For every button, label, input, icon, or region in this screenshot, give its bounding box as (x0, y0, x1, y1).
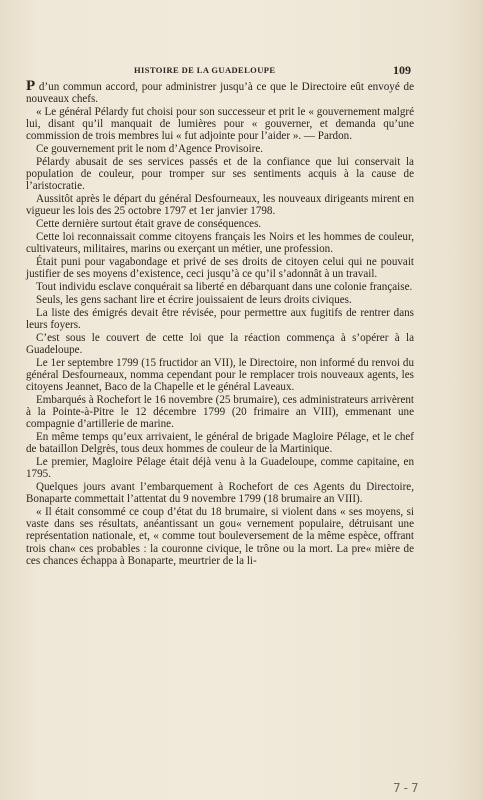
page-header (0, 63, 483, 79)
paragraph: Le premier, Magloire Pélage était déjà venu à la Guadeloupe, comme capitaine, en 1795. (26, 456, 414, 481)
running-head: HISTOIRE DE LA GUADELOUPE (134, 65, 276, 75)
paragraph: Aussitôt après le départ du général Desfourneaux, les nouveaux dirigeants mirent en vigueur les lois des 25 octobre 1797 et 1er janvier 1798. (26, 193, 414, 218)
paragraph: Tout individu esclave conquérait sa liberté en débarquant dans une colonie française. (36, 281, 413, 293)
paragraph: Était puni pour vagabondage et privé de ses droits de citoyen celui qui ne pouvait justifier de ses moyens d’existence, ceci jusqu’à ce qu’il s’adonnât à un travail. (26, 256, 414, 281)
folio-mark: 7-7 (393, 781, 422, 795)
paragraph: Le 1er septembre 1799 (15 fructidor an VII), le Directoire, non informé du renvoi du général Desfourneaux, nomma cependant pour le remplacer trois nouveaux agents, les citoyens Jeannet, Baco de la Chapelle et le général Laveaux. (26, 356, 414, 393)
paragraph: En même temps qu’eux arrivaient, le général de brigade Magloire Pélage, et le chef de bataillon Delgrès, tous deux hommes de couleur de la Martinique. (26, 431, 414, 456)
paragraph: Cette loi reconnaissait comme citoyens français les Noirs et les hommes de couleur, cultivateurs, militaires, marins ou exerçant un métier, une profession. (26, 231, 414, 256)
paragraph: Cette dernière surtout était grave de conséquences. (36, 218, 262, 231)
paragraph: P d’un commun accord, pour administrer jusqu’à ce que le Directoire eût envoyé de nouveaux chefs. (26, 78, 414, 106)
paragraph: Ce gouvernement prit le nom d’Agence Provisoire. (36, 143, 264, 156)
paragraph: « Il était consommé ce coup d’état du 18 brumaire, si violent dans « ses moyens, si vaste dans ses résultats, anéantissant un gou« vernement populaire, détruisant une représentation nationale, et, « comme tout bouleversement de la même espèce, offrant trois chan« ces probables : la couronne civique, le trône ou la mort. La pre« mière de ces chances échappa à Bonaparte, meurtrier de la li- (26, 506, 414, 567)
paragraph: Embarqués à Rochefort le 16 novembre (25 brumaire), ces administrateurs arrivèrent à la Pointe-à-Pitre le 12 décembre 1799 (20 frimaire an VIII), emmenant une compagnie d’artillerie de marine. (26, 393, 414, 431)
paragraph: « Le général Pélardy fut choisi pour son successeur et prit le « gouvernement malgré lui, disant qu’il manquait de lumières pour « gouverner, et demanda qu’une commission de trois membres lui « fut adjointe pour l’aider ». — Pardon. (26, 106, 414, 143)
page-number: 109 (393, 63, 411, 77)
paragraph: La liste des émigrés devait être révisée, pour permettre aux fugitifs de rentrer dans leurs foyers. (26, 306, 414, 331)
paragraph: Seuls, les gens sachant lire et écrire jouissaient de leurs droits civiques. (36, 293, 352, 306)
paragraph: Pélardy abusait de ses services passés et de la confiance que lui conservait la population de couleur, pour tromper sur ses sentiments acquis à la cause de l’aristocratie. (26, 156, 414, 193)
body-text (26, 80, 414, 568)
paragraph: Quelques jours avant l’embarquement à Rochefort de ces Agents du Directoire, Bonaparte commettait l’attentat du 9 novembre 1799 (18 brumaire an VIII). (26, 481, 414, 506)
paragraph: C’est sous le couvert de cette loi que la réaction commença à s’opérer à la Guadeloupe. (26, 331, 414, 356)
